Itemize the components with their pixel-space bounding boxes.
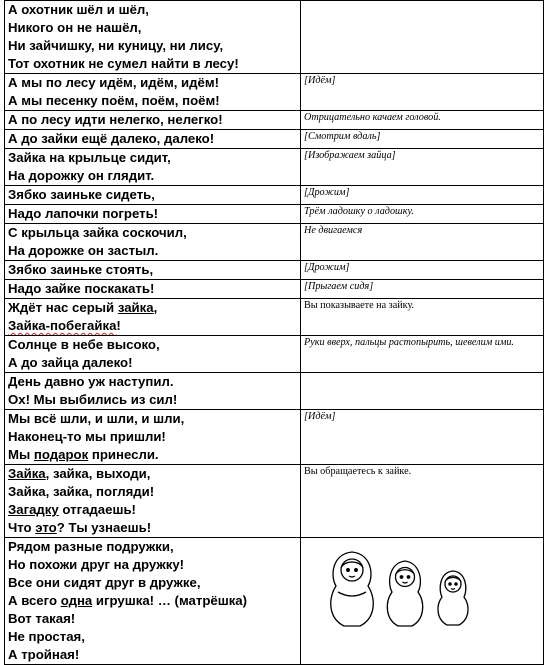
verse-line (8, 628, 297, 646)
verse-text-cell (5, 373, 301, 410)
underlined-word: это (35, 520, 57, 535)
verse-line: Тот охотник не сумел найти в лесу! (8, 56, 239, 71)
underlined-word: одна (60, 593, 93, 608)
verse-line (8, 483, 297, 501)
verse-text-cell (5, 130, 301, 149)
verse-line: С крыльца зайка соскочил, (8, 225, 187, 240)
verse-line: Надо зайке поскакать! (8, 281, 155, 296)
stage-direction-cell (301, 336, 544, 373)
verse-text-cell (5, 186, 301, 205)
verse-text-cell (5, 538, 301, 665)
stage-direction: [Идём] (304, 75, 336, 86)
stage-direction-cell (301, 261, 544, 280)
stage-direction: [Дрожим] (304, 262, 350, 273)
verse-row (5, 149, 544, 186)
verse-fragment: Но похожи друг на дружку! (8, 557, 185, 572)
verse-line (8, 574, 297, 592)
verse-text-cell (5, 410, 301, 465)
verse-text-cell (5, 261, 301, 280)
verse-line: А по лесу идти нелегко, нелегко! (8, 112, 223, 127)
stage-direction: [Идём] (304, 411, 336, 422)
verse-line (8, 610, 297, 628)
underlined-word: Зайка (8, 466, 46, 481)
verse-line (8, 465, 297, 483)
verse-row (5, 74, 544, 111)
verse-row (5, 538, 544, 665)
verse-row (5, 130, 544, 149)
verse-text-cell (5, 111, 301, 130)
verse-row (5, 373, 544, 410)
verse-row (5, 465, 544, 538)
verse-line (8, 410, 297, 428)
verse-text-cell (5, 74, 301, 111)
verse-fragment: ! (116, 318, 121, 333)
verse-line: А до зайца далеко! (8, 355, 133, 370)
verse-fragment: Ждёт нас серый (8, 300, 118, 315)
underlined-word: подарок (33, 447, 89, 462)
stage-direction-cell (301, 465, 544, 538)
verse-line (8, 556, 297, 574)
stage-direction: Не двигаемся (304, 225, 363, 236)
verse-text-cell (5, 224, 301, 261)
stage-direction-cell (301, 224, 544, 261)
stage-direction: [Дрожим] (304, 187, 350, 198)
stage-direction: Трём ладошку о ладошку. (304, 206, 414, 217)
verse-row (5, 111, 544, 130)
verse-text-cell (5, 149, 301, 186)
verse-fragment: Зайка, зайка, погляди! (8, 484, 155, 499)
verse-text-cell (5, 336, 301, 373)
verse-line: Ни зайчишку, ни куницу, ни лису, (8, 38, 224, 53)
verse-line: А охотник шёл и шёл, (8, 2, 149, 17)
verse-text-cell (5, 205, 301, 224)
verse-row (5, 336, 544, 373)
stage-direction-cell (301, 373, 544, 410)
stage-direction: [Изображаем зайца] (304, 150, 396, 161)
verse-line (8, 317, 297, 335)
verse-line: Никого он не нашёл, (8, 20, 142, 35)
verse-fragment: Не простая, (8, 629, 85, 644)
stage-direction-cell (301, 130, 544, 149)
stage-direction-cell (301, 1, 544, 74)
underlined-word: Загадку (8, 502, 59, 517)
verse-fragment: А всего (8, 593, 61, 608)
verse-text-cell (5, 1, 301, 74)
stage-direction: [Прыгаем сидя] (304, 281, 374, 292)
verse-row (5, 186, 544, 205)
verse-fragment: Рядом разные подружки, (8, 539, 174, 554)
stage-direction: Вы показываете на зайку. (304, 300, 415, 311)
verse-fragment: , зайка, выходи, (45, 466, 151, 481)
verse-fragment: Вот такая! (8, 611, 76, 626)
verse-line: Зябко заиньке стоять, (8, 262, 154, 277)
verse-line (8, 299, 297, 317)
verse-text-cell (5, 280, 301, 299)
verse-line (8, 446, 297, 464)
stage-direction: Отрицательно качаем головой. (304, 112, 441, 123)
verse-line: Надо лапочки погреть! (8, 206, 159, 221)
verse-line: На дорожку он глядит. (8, 168, 155, 183)
stage-direction-cell (301, 149, 544, 186)
verse-row (5, 1, 544, 74)
verse-fragment: Мы всё шли, и шли, и шли, (8, 411, 185, 426)
verse-fragment: Мы (8, 447, 34, 462)
verse-line (8, 592, 297, 610)
verse-fragment: , (153, 300, 158, 315)
verse-line: А до зайки ещё далеко, далеко! (8, 131, 215, 146)
verse-line: День давно уж наступил. (8, 374, 174, 389)
stage-direction-cell (301, 186, 544, 205)
verse-fragment: А тройная! (8, 647, 80, 662)
stage-direction-cell (301, 280, 544, 299)
verse-line: Зябко заиньке сидеть, (8, 187, 155, 202)
stage-direction-cell (301, 111, 544, 130)
stage-direction-cell (301, 299, 544, 336)
stage-direction-cell (301, 410, 544, 465)
verse-row (5, 261, 544, 280)
underlined-word: зайка (117, 300, 154, 315)
stage-direction-cell (301, 74, 544, 111)
verse-row (5, 410, 544, 465)
verse-line (8, 538, 297, 556)
verse-line (8, 646, 297, 664)
stage-direction: [Смотрим вдаль] (304, 131, 381, 142)
verse-fragment: принесли. (88, 447, 159, 462)
verse-line: На дорожке он застыл. (8, 243, 159, 258)
stage-direction-cell (301, 205, 544, 224)
verse-text-cell (5, 299, 301, 336)
verse-table (4, 0, 544, 665)
verse-line: А мы песенку поём, поём, поём! (8, 93, 220, 108)
verse-line: Зайка на крыльце сидит, (8, 150, 171, 165)
verse-fragment: Наконец-то мы пришли! (8, 429, 166, 444)
verse-line: А мы по лесу идём, идём, идём! (8, 75, 219, 90)
verse-fragment: ? Ты узнаешь! (56, 520, 152, 535)
verse-line (8, 519, 297, 537)
verse-fragment: Все они сидят друг в дружке, (8, 575, 201, 590)
verse-line (8, 428, 297, 446)
stage-direction: Вы обращаетесь к зайке. (304, 466, 412, 477)
matryoshka-dolls-image (326, 546, 476, 628)
verse-line (8, 501, 297, 519)
verse-line: Ох! Мы выбились из сил! (8, 392, 178, 407)
verse-fragment: игрушка! … (матрёшка) (92, 593, 248, 608)
verse-row (5, 299, 544, 336)
verse-text-cell (5, 465, 301, 538)
verse-fragment: отгадаешь! (58, 502, 136, 517)
verse-fragment: Что (8, 520, 36, 535)
verse-row (5, 224, 544, 261)
stage-direction-cell (301, 538, 544, 665)
stage-direction: Руки вверх, пальцы растопырить, шевелим ими. (304, 337, 514, 348)
verse-row (5, 280, 544, 299)
verse-row (5, 205, 544, 224)
underlined-word: Зайка-побегайка (8, 318, 117, 333)
verse-line: Солнце в небе высоко, (8, 337, 160, 352)
